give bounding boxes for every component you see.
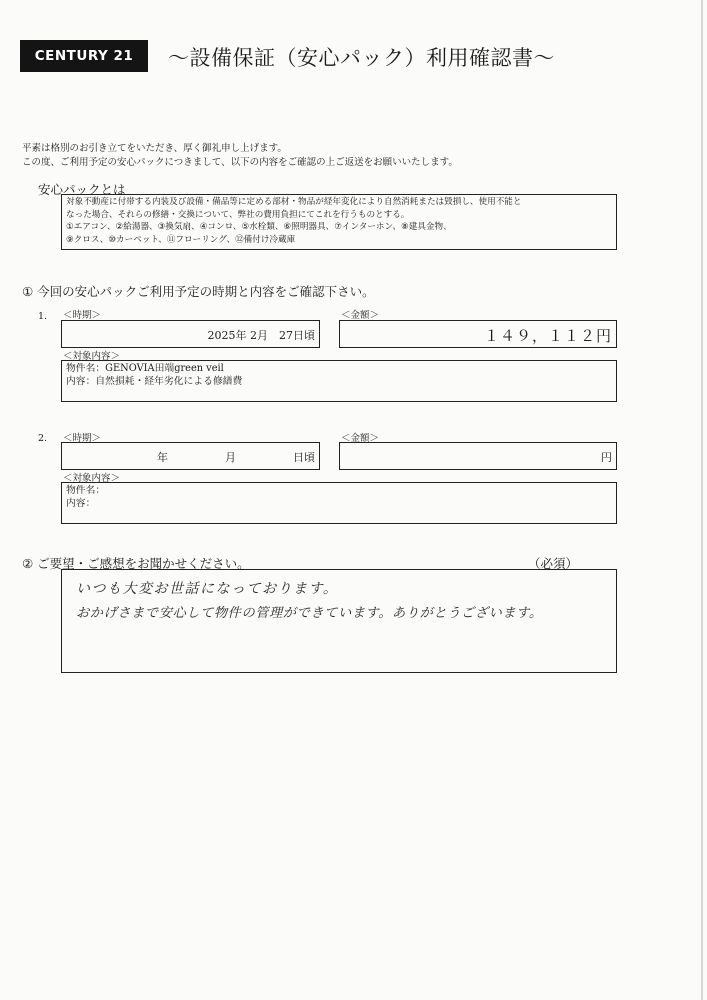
logo-text: CENTURY 21	[34, 48, 134, 64]
entry1-amount-value: １４９，１１２円	[483, 327, 612, 345]
century21-logo	[20, 40, 148, 72]
entry2-date-field	[61, 442, 320, 470]
anshin-description-box	[61, 194, 617, 250]
section1-heading: ① 今回の安心パックご利用予定の時期と内容をご確認下さい。	[22, 284, 375, 299]
entry2-date-year: 年	[157, 451, 168, 464]
feedback-box	[61, 569, 617, 673]
entry2-amount-value: 円	[601, 451, 612, 464]
section2-heading: ② ご要望・ご感想をお聞かせください。	[22, 556, 250, 571]
entry1-target-label: ＜対象内容＞	[63, 351, 121, 362]
entry2-target-box	[61, 482, 617, 524]
entry1-date-label: ＜時期＞	[63, 310, 102, 321]
anshin-line: ①エアコン、②給湯器、③換気扇、④コンロ、⑤水栓類、⑥照明器具、⑦インターホン、⑧建具金物、	[66, 222, 452, 232]
entry2-content: 内容：	[66, 498, 96, 509]
anshin-line: ⑨クロス、⑩カーペット、⑪フローリング、⑫備付け冷蔵庫	[66, 234, 296, 245]
scan-edge-line	[701, 0, 703, 1000]
entry1-content: 内容：自然損耗・経年劣化による修繕費	[66, 376, 243, 387]
entry1-property: 物件名：GENOVIA田端green veil	[66, 363, 224, 374]
anshin-line: なった場合、それらの修繕・交換について、弊社の費用負担にてこれを行うものとする。	[66, 209, 410, 220]
entry2-amount-label: ＜金額＞	[341, 433, 380, 444]
entry2-number: 2.	[38, 433, 48, 444]
entry2-property: 物件名：	[66, 485, 106, 496]
entry1-number: 1.	[38, 311, 48, 322]
document-title: 〜設備保証（安心パック）利用確認書〜	[168, 46, 555, 70]
entry2-amount-field	[339, 442, 617, 470]
entry1-amount-label: ＜金額＞	[341, 310, 380, 321]
handwritten-line-1: いつも大変お世話になっております。	[76, 581, 339, 597]
anshin-heading: 安心パックとは	[38, 182, 126, 197]
entry1-date-value: 2025年 2月 27日頃	[207, 329, 315, 342]
entry2-date-day: 日頃	[293, 451, 315, 464]
anshin-line: 対象不動産に付帯する内装及び設備・備品等に定める部材・物品が経年変化により自然消耗または毀損し、使用不能と	[66, 197, 522, 207]
entry1-date-field	[61, 320, 320, 348]
entry2-target-label: ＜対象内容＞	[63, 473, 121, 484]
entry1-amount-field	[339, 320, 617, 348]
intro-line-1: 平素は格別のお引き立てをいただき、厚く御礼申し上げます。	[22, 143, 287, 154]
entry2-date-month: 月	[225, 451, 236, 464]
intro-line-2: この度、ご利用予定の安心パックにつきまして、以下の内容をご確認の上ご返送をお願いいたします。	[22, 157, 458, 168]
handwritten-line-2: おかげさまで安心して物件の管理ができています。ありがとうございます。	[76, 606, 543, 621]
required-label: （必須）	[528, 556, 579, 571]
entry1-target-box	[61, 360, 617, 402]
entry2-date-label: ＜時期＞	[63, 433, 102, 444]
